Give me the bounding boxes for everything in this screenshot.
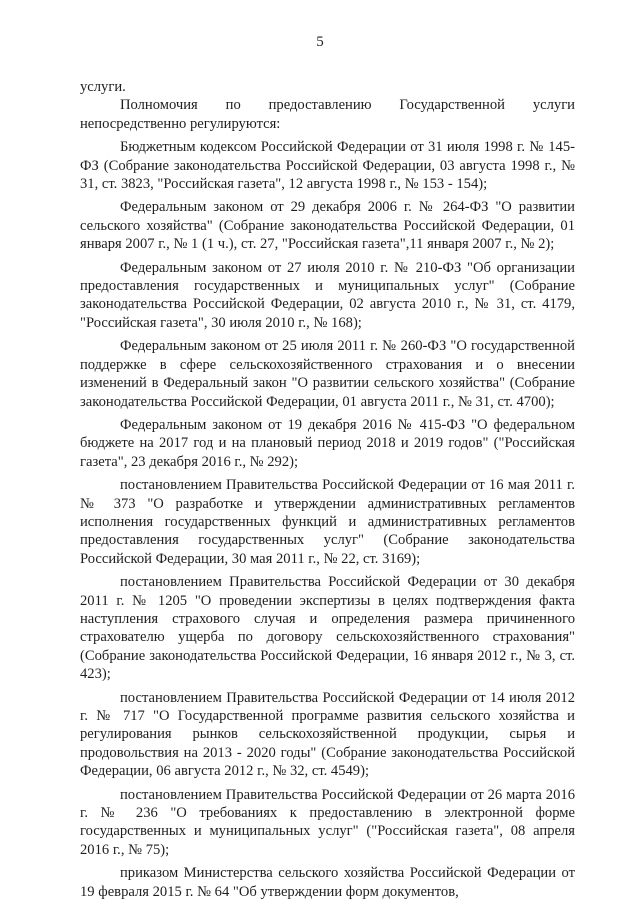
paragraph-law-415: Федеральным законом от 19 декабря 2016 № 415-ФЗ "О федеральном бюджете на 2017 год и на плановый период 2018 и 2019 годов" ("Российская газета", 23 декабря 2016 г., № 292);: [80, 416, 575, 470]
document-body: [80, 78, 575, 901]
paragraph-budget-code: Бюджетным кодексом Российской Федерации от 31 июля 1998 г. № 145-ФЗ (Собрание законодательства Российской Федерации, 03 августа 1998 г., № 31, ст. 3823, "Российская газета", 12 августа 1998 г., № 153 - 154);: [80, 139, 575, 193]
paragraph-resolution-373: постановлением Правительства Российской Федерации от 16 мая 2011 г. № 373 "О разработке и утверждении административных регламентов исполнения государственных функций и административных регламентов предоставления государственных услуг" (Собрание законодательства Российской Федерации, 30 мая 2011 г., № 22, ст. 3169);: [80, 477, 575, 567]
paragraph-law-210: Федеральным законом от 27 июля 2010 г. № 210-ФЗ "Об организации предоставления государственных и муниципальных услуг" (Собрание законодательства Российской Федерации, 02 августа 2010 г., № 31, ст. 4179, "Российская газета", 30 июля 2010 г., № 168);: [80, 259, 575, 331]
page-number: 5: [316, 34, 324, 50]
paragraph-resolution-1205: постановлением Правительства Российской Федерации от 30 декабря 2011 г. № 1205 "О проведении экспертизы в целях подтверждения факта наступления страхового случая и определения размера причиненного страхователю ущерба по договору сельскохозяйственного страхования" (Собрание законодательства Российской Федерации, 16 января 2012 г., № 3, ст. 423);: [80, 574, 575, 683]
paragraph-intro: Полномочия по предоставлению Государственной услуги непосредственно регулируются:: [80, 97, 575, 132]
paragraph-law-264: Федеральным законом от 29 декабря 2006 г. № 264-ФЗ "О развитии сельского хозяйства" (Собрание законодательства Российской Федерации, 01 января 2007 г., № 1 (1 ч.), ст. 27, "Российская газета",11 января 2007 г., № 2);: [80, 199, 575, 253]
paragraph-resolution-236: постановлением Правительства Российской Федерации от 26 марта 2016 г. № 236 "О требованиях к предоставлению в электронной форме государственных и муниципальных услуг" ("Российская газета", 08 апреля 2016 г., № 75);: [80, 786, 575, 858]
paragraph-resolution-717: постановлением Правительства Российской Федерации от 14 июля 2012 г. № 717 "О Государственной программе развития сельского хозяйства и регулирования рынков сельскохозяйственной продукции, сырья и продовольствия на 2013 - 2020 годы" (Собрание законодательства Российской Федерации, 06 августа 2012 г., № 32, ст. 4549);: [80, 689, 575, 780]
paragraph-law-260: Федеральным законом от 25 июля 2011 г. № 260-ФЗ "О государственной поддержке в сфере сельскохозяйственного страхования и о внесении изменений в Федеральный закон "О развитии сельского хозяйства" (Собрание законодательства Российской Федерации, 01 августа 2011 г., № 31, ст. 4700);: [80, 338, 575, 410]
paragraph-order-64: приказом Министерства сельского хозяйства Российской Федерации от 19 февраля 2015 г. № 64 "Об утверждении форм документов,: [80, 865, 575, 900]
paragraph-continuation: услуги.: [80, 79, 126, 95]
